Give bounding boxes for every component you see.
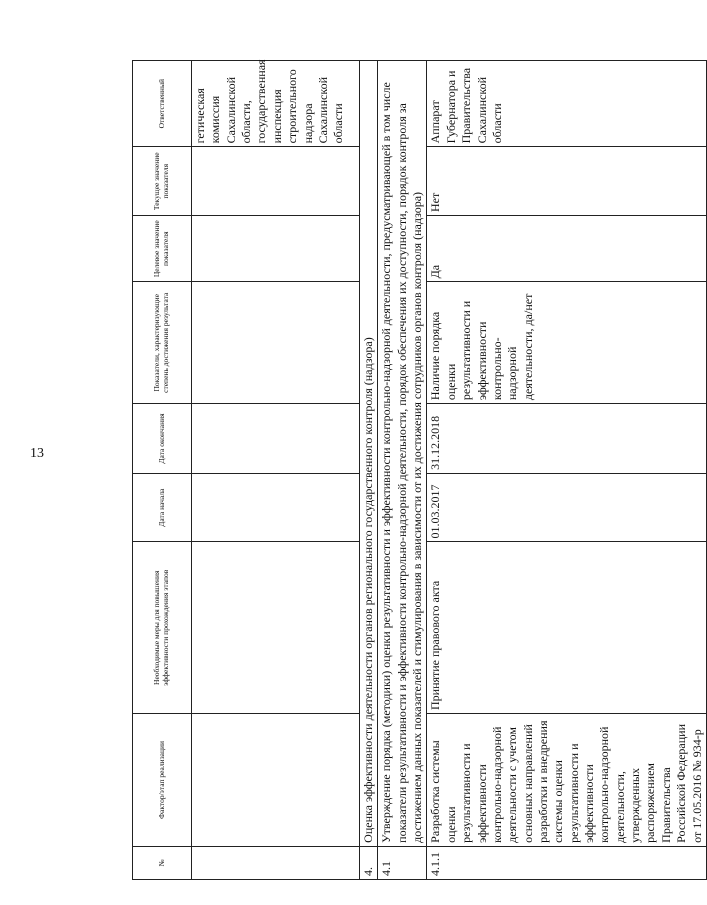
row-responsible: Аппарат Губернатора и Правительства Сахалинской области [427, 61, 706, 147]
section-num: 4. [360, 846, 378, 879]
subsection-text: Утверждение порядка (методики) оценки результативности и эффективности контрольно-надзорной деятельности, предусматривающей в том числе показатели результативности и эффективности контрольно-надзорной деятельности, порядок обеспечения их доступности, порядок контроля за достижением данных показателей и стимулирования в зависимости от их достижения сотрудников органов контроля (надзора) [378, 61, 427, 847]
row-target-value: Да [427, 216, 706, 282]
row-start-date: 01.03.2017 [427, 473, 706, 542]
page-number: 13 [30, 446, 44, 461]
header-current-value: Текущее значение показателя [133, 147, 192, 216]
cell-current [192, 147, 360, 216]
cell-indicator [192, 282, 360, 404]
header-target-value: Целевое значение показателя [133, 216, 192, 282]
cell-responsible-continued: гетическая комиссия Сахалинской области, государственная инспекция строительного надзора Сахалинской области [192, 61, 360, 147]
table-row-4-1-1 [427, 61, 706, 880]
header-indicator: Показатели, характеризующие степень достижения результата [133, 282, 192, 404]
cell-num [192, 846, 360, 879]
cell-end [192, 404, 360, 474]
header-measures: Необходимые меры для повышения эффективности прохождения этапов [133, 542, 192, 714]
row-current-value: Нет [427, 147, 706, 216]
header-start-date: Дата начала [133, 473, 192, 542]
section-title: Оценка эффективности деятельности органов регионального государственного контроля (надзора) [360, 61, 378, 847]
cell-factor [192, 714, 360, 847]
header-responsible: Ответственный [133, 61, 192, 147]
cell-start [192, 473, 360, 542]
header-factor: Фактор/этап реализации [133, 714, 192, 847]
cell-target [192, 216, 360, 282]
header-end-date: Дата окончания [133, 404, 192, 474]
header-num: № [133, 846, 192, 879]
section-row [360, 61, 378, 880]
row-measures: Принятие правового акта [427, 542, 706, 714]
rotated-table-page [132, 59, 704, 880]
cell-measures [192, 542, 360, 714]
measures-table [132, 60, 707, 880]
subsection-num: 4.1 [378, 846, 427, 879]
row-factor: Разработка системы оценки результативности и эффективности контрольно-надзорной деятельности с учетом основных направлений разработки и внедрения системы оценки результативности и эффективности контрольно-надзорной деятельности, утвержденных распоряжением Правительства Российской Федерации от 17.05.2016 № 934-р [427, 714, 706, 847]
row-num: 4.1.1 [427, 846, 706, 879]
subsection-row [378, 61, 427, 880]
table-row-continuation [192, 61, 360, 880]
row-indicator: Наличие порядка оценки результативности и эффективности контрольно-надзорной деятельности, да/нет [427, 282, 706, 404]
row-end-date: 31.12.2018 [427, 404, 706, 474]
table-header-row [133, 61, 192, 880]
